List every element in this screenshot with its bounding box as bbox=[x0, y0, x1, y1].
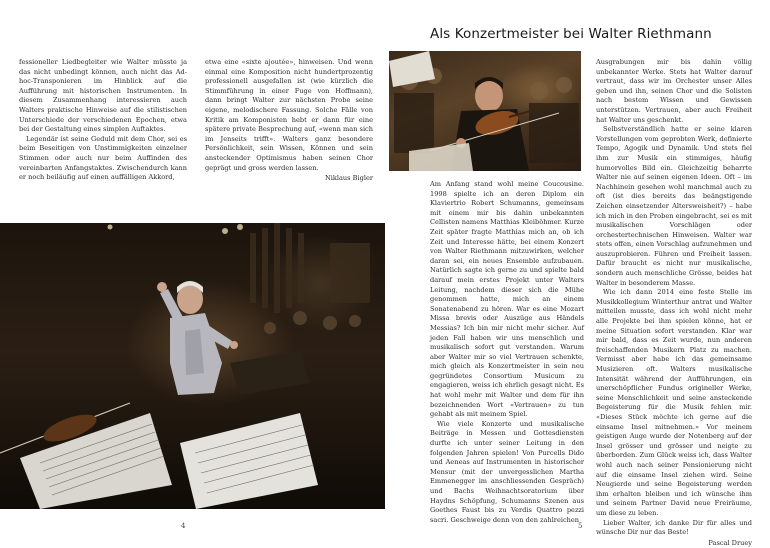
page-left bbox=[0, 0, 385, 544]
violinist-photo bbox=[389, 51, 581, 171]
paragraph: Legendär ist seine Geduld mit dem Chor, sei es beim Beseitigen von Unstimmigkeiten einzelner Stimmen oder auch nur beim Auffinden des vereinbarten Anfangstaktes. Zwischendurch kann er noch beiläufig auf einen auffälligen Akkord, bbox=[19, 134, 187, 182]
paragraph: Wie viele Konzerte und musikalische Beiträge in Messen und Gottesdiensten durfte ich unter seiner Leitung in den folgenden Jahren spielen! Von Purcells Dido und Aeneas auf Instrumenten in historischer Mensur (mit der unvergesslichen Martha Emmenegger im anschliessenden Gespräch) und Bachs Weihnachtsoratorium über Haydns Schöpfung, Schumanns Szenen aus Goethes Faust bis zu Verdis Quattro pezzi sacri. Geschweige denn von den zahlreichen bbox=[430, 419, 584, 524]
paragraph: Lieber Walter, ich danke Dir für alles und wünsche Dir nur das Beste! bbox=[596, 518, 752, 537]
right-column-2 bbox=[596, 58, 752, 547]
left-column-1 bbox=[19, 58, 187, 184]
paragraph: Selbstverständlich hatte er seine klaren Vorstellungen vom geprobten Werk, definierte Tempo, Agogik und Dynamik. Und stets fiel ihm zur Musik ein stimmiges, häufig humorvolles Bild ein. Gleichzeitig beharrte Walter nie auf seinen eigenen Ideen. Oft – im Nachhinein gesehen wohl manchmal auch zu oft (ist dies bereits das beängstigende Zeichen einsetzender Altersweisheit?) – habe ich mich in den Proben eingebracht, sei es mit musikalischen Vorschlägen oder orchestertechnischen Hinweisen. Walter war stets offen, einen Vorschlag aufzunehmen und auszuprobieren. Führen und Freiheit lassen. Dafür braucht es nicht nur musikalische, sondern auch menschliche Grösse, beides hat Walter in besonderem Masse. bbox=[596, 125, 752, 287]
paragraph: Ausgrabungen mir bis dahin völlig unbekannter Werke. Stets hat Walter darauf vertraut, dass wir im Orchester unser Alles geben und ihn, seinen Chor und die Solisten nach bestem Wissen und Gewissen unterstützen. Vertrauen, aber auch Freiheit hat Walter uns geschenkt. bbox=[596, 58, 752, 124]
paragraph: Wie ich dann 2014 eine feste Stelle im Musikkollegium Winterthur antrat und Walter mitteilen musste, dass ich wohl nicht mehr alle Projekte bei ihm spielen könne, hat er meine Situation sofort verstanden. Klar war mir bald, dass es Zeit wurde, nun anderen freischaffenden Musikern Platz zu machen. Vermisst aber habe ich das gemeinsame Musizieren oft. Walters musikalische Intensität während der Aufführungen, ein unerschöpflicher Fundus origineller Werke, seine Menschlichkeit und seine ansteckende Begeisterung für die Musik fehlen mir. «Dieses Stück möchte ich gerne auf die einsame Insel mitnehmen.» Vor meinem geistigen Auge wurde der Notenberg auf der Insel grösser und grösser und neigte zu überborden. Zum Glück weiss ich, dass Walter wohl auch nach seiner Pensionierung nicht auf die einsame Insel ziehen wird. Seine Neugierde und seine Begeisterung werden ihm erhalten bleiben und ich wünsche ihm und seinem Partner David neue Freiräume, um diese zu leben. bbox=[596, 288, 752, 517]
page-number-right: 5 bbox=[578, 522, 583, 530]
signature-bigler: Niklaus Bigler bbox=[325, 174, 373, 183]
conductor-photo-art bbox=[0, 223, 385, 509]
page-number-left: 4 bbox=[181, 522, 186, 530]
right-column-1 bbox=[430, 180, 584, 524]
violinist-photo-art bbox=[389, 51, 581, 171]
signature-druey: Pascal Druey bbox=[708, 538, 752, 547]
left-column-2 bbox=[205, 58, 373, 184]
paragraph: Am Anfang stand wohl meine Coucousine. 1998 spielte ich an deren Diplom ein Klaviertrio Robert Schumanns, gemeinsam mit einem mir bis dahin unbekannten Cellisten namens Matthias Kleiböhmer. Kurze Zeit später fragte Matthias mich an, ob ich Zeit und Interesse hätte, bei einem Konzert von Walter Riethmann mitzuwirken, welcher daran sei, ein neues Ensemble aufzubauen. Natürlich sagte ich gerne zu und spielte bald darauf mein erstes Projekt unter Walters Leitung, nachdem dieser sich die Mühe genommen hatte, mich an einem Sonatenabend zu hören. War es eine Mozart Missa brevis oder Auszüge aus Händels Messias? Ich bin mir nicht mehr sicher. Auf jeden Fall haben wir uns menschlich und musikalisch sofort gut verstanden. Warum aber Walter mir so viel Vertrauen schenkte, mich gleich als Konzertmeister in sein neu gegründetes Consortium Musicum zu engagieren, weiss ich ehrlich gesagt nicht. Es hat wohl mehr mit Walter und dem für ihn bezeichnenden Wort «Vertrauen» zu tun gehabt als mit meinem Spiel. bbox=[430, 180, 584, 419]
article-title: Als Konzertmeister bei Walter Riethmann bbox=[430, 26, 712, 42]
paragraph: fessioneller Liedbegleiter wie Walter müsste ja das nicht unbedingt können, auch nicht das Ad-hoc-Transponieren im Hinblick auf die Aufführung mit historischen Instrumenten. In diesem Zusammenhang interessieren auch Walters praktische Hinweise auf die stilistischen Unterschiede der verschiedenen Epochen, etwa bei der Gestaltung eines simplen Auftaktes. bbox=[19, 58, 187, 134]
conductor-photo bbox=[0, 223, 385, 509]
paragraph: etwa eine «sixte ajoutée», hinweisen. Und wenn einmal eine Komposition nicht hundertprozentig professionell ausgefallen ist (wie kürzlich die Stimmführung in einer Fuge von Hoffmann), dann bringt Walter zur nächsten Probe seine eigene, melodischere Fassung. Solche Fälle von Kritik am Komponisten hebt er dann für eine spätere private Besprechung auf, «wenn man sich im Jenseits trifft». Walters ganz besondere Persönlichkeit, sein Wissen, Können und sein ansteckender Optimismus haben seinen Chor geprägt und gross werden lassen. bbox=[205, 58, 373, 172]
